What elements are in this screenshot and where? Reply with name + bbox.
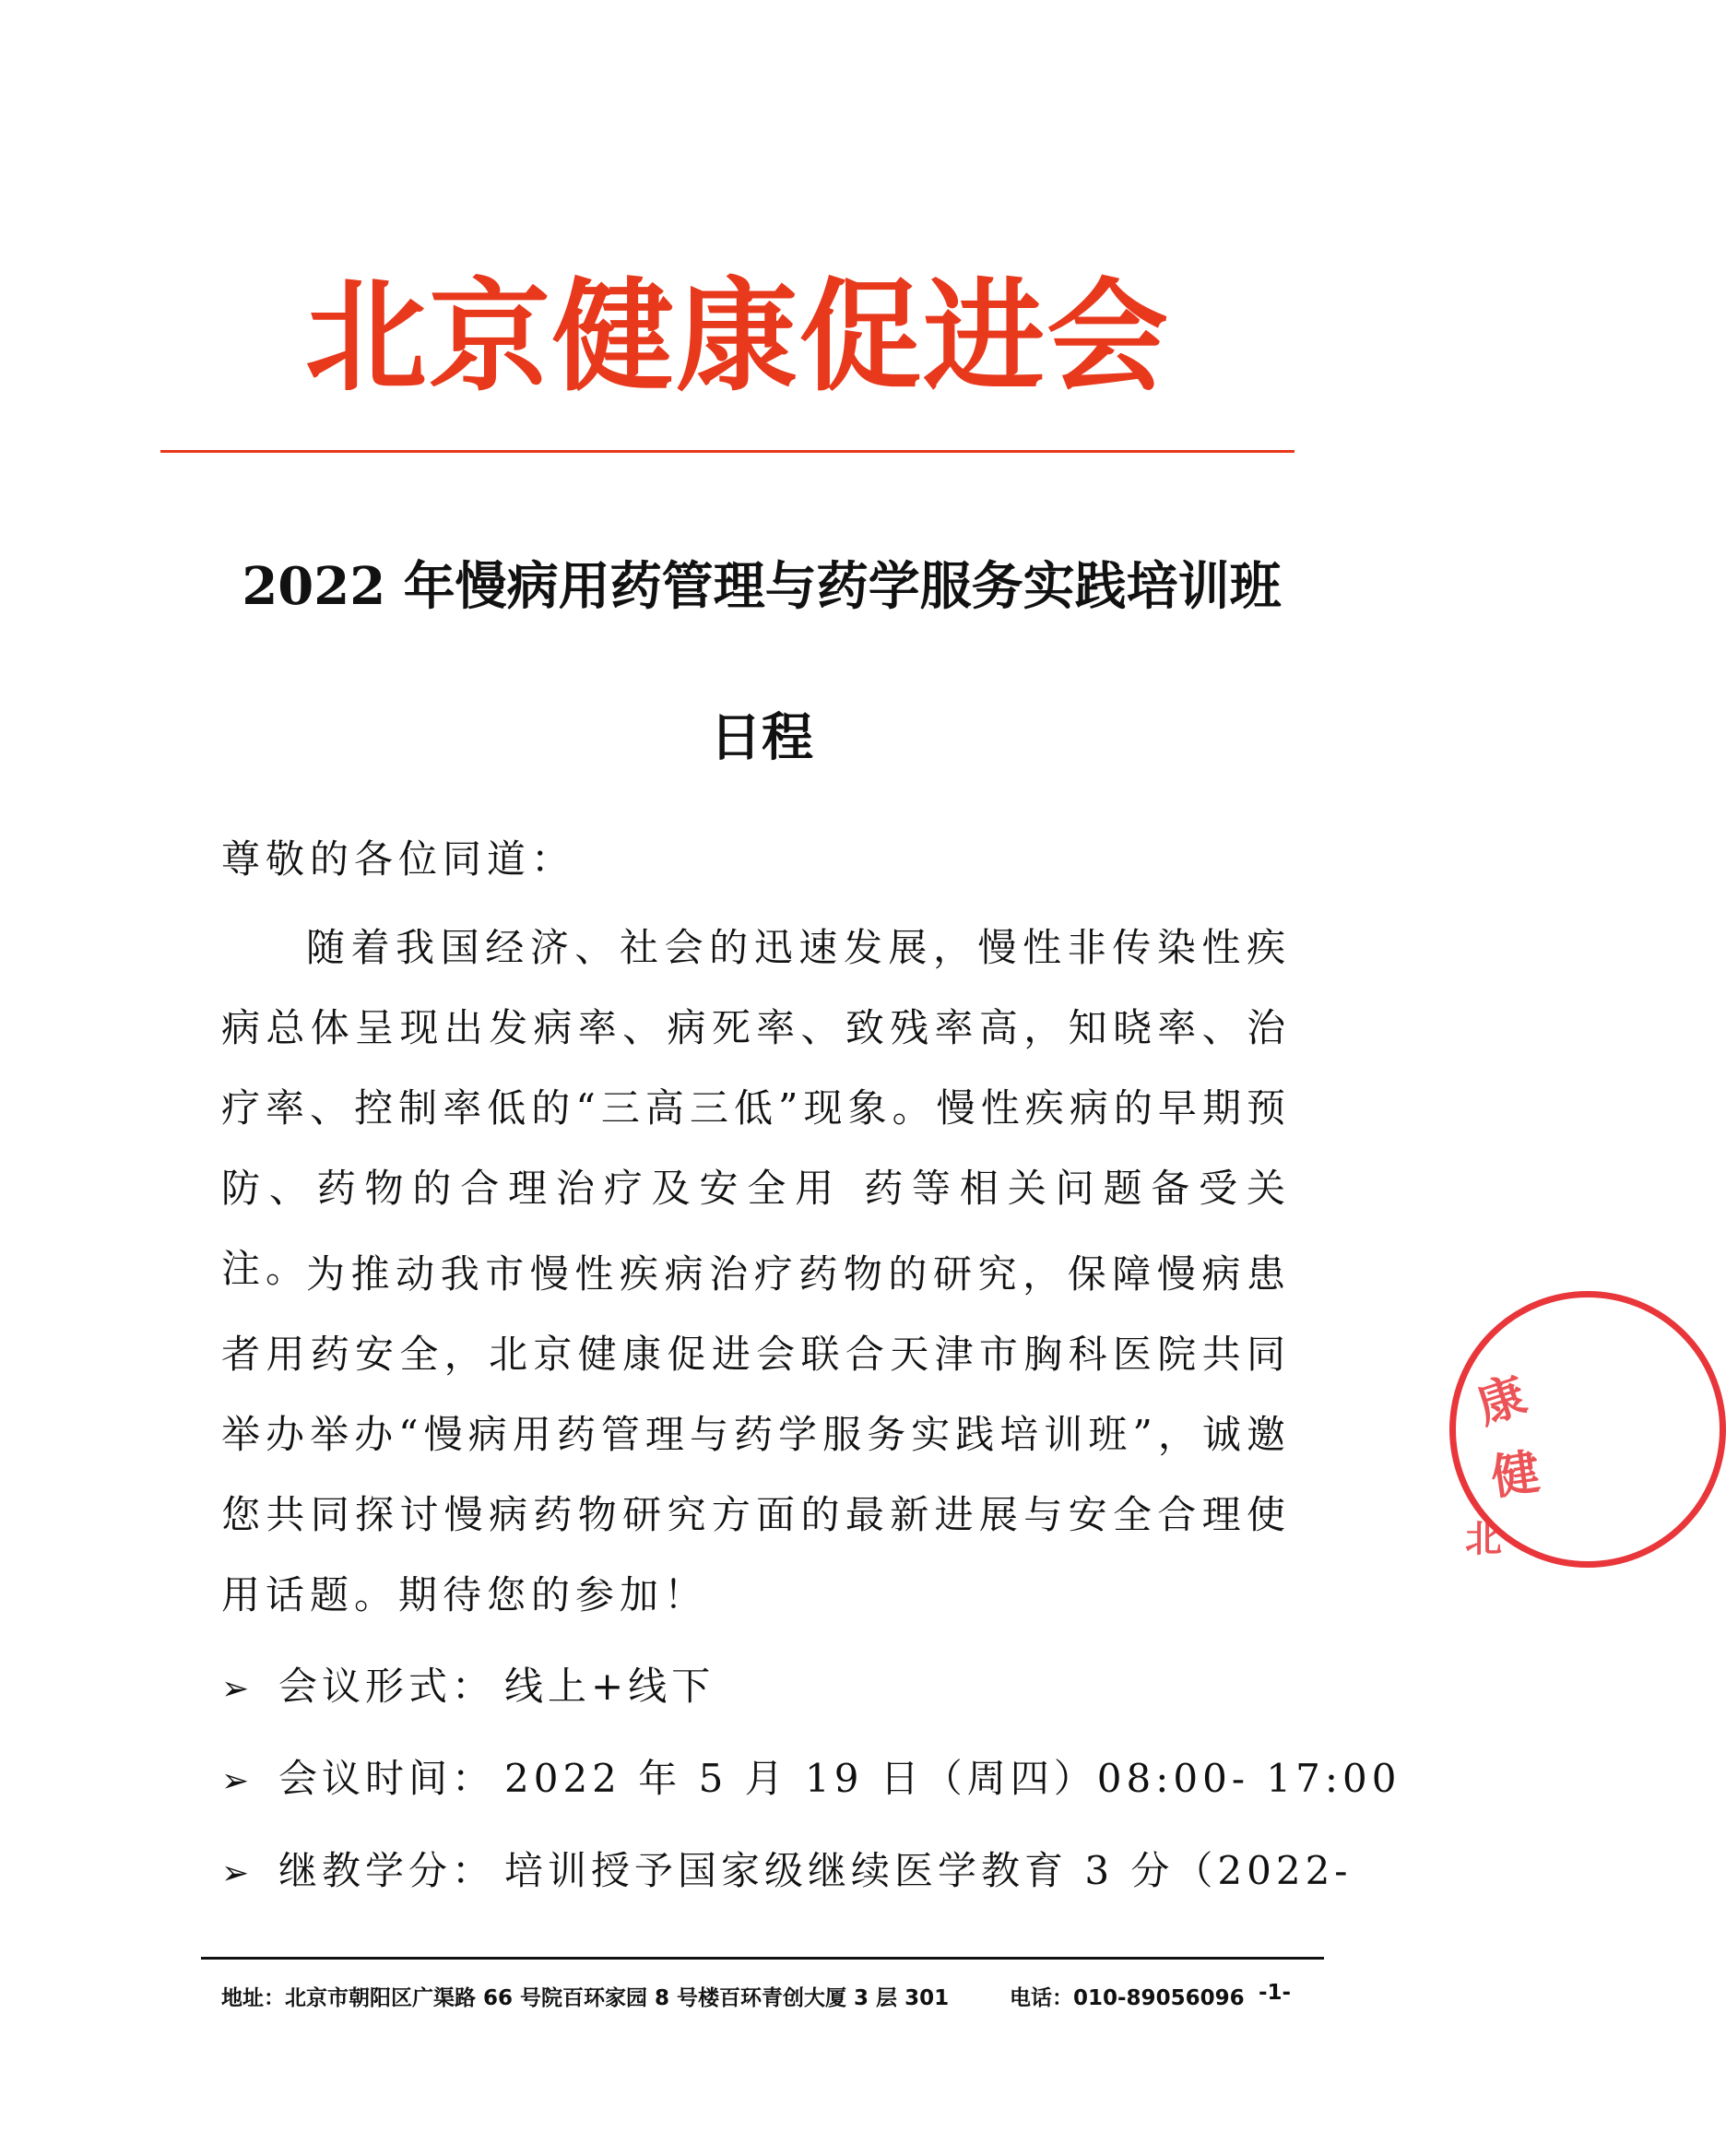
official-seal-stamp [1449, 1291, 1726, 1568]
detail-label: 会议时间： [278, 1756, 496, 1801]
detail-label: 继教学分： [278, 1848, 496, 1893]
arrowhead-bullet-icon: ➢ [221, 1670, 254, 1708]
letterhead-red-rule [160, 450, 1294, 453]
detail-item-format [221, 1664, 1309, 1709]
stamp-char: 健 [1487, 1444, 1543, 1507]
detail-item-credits [221, 1848, 1353, 1893]
body-paragraph-2: 为推动我市慢性疾病治疗药物的研究，保障慢病患者用药安全，北京健康促进会联合天津市胸科医院共同举办举办“慢病用药管理与药学服务实践培训班”，诚邀您共同探讨慢病药物研究方面的最新进展与安全合理使用话题。期待您的参加！ [221, 1251, 1291, 1617]
detail-value: 线上+线下 [504, 1664, 715, 1709]
page-number: -1- [1259, 1981, 1292, 2005]
footer-rule [201, 1957, 1324, 1960]
greeting: 尊敬的各位同道： [221, 836, 576, 882]
stamp-char: 康 [1470, 1368, 1533, 1436]
footer-phone: 电话：010-89056096 [1010, 1986, 1245, 2010]
detail-item-time [221, 1756, 1401, 1801]
detail-value: 2022 年 5 月 19 日（周四）08:00- 17:00 [504, 1756, 1401, 1801]
letterhead-org-name: 北京健康促进会 [305, 267, 1170, 409]
detail-value: 培训授予国家级继续医学教育 3 分（2022- [504, 1848, 1353, 1893]
detail-label: 会议形式： [278, 1664, 496, 1709]
arrowhead-bullet-icon: ➢ [221, 1762, 254, 1800]
stamp-char: 北 [1465, 1518, 1502, 1560]
footer-address: 地址：北京市朝阳区广渠路 66 号院百环家园 8 号楼百环青创大厦 3 层 301 [221, 1986, 950, 2010]
body-paragraph-1: 随着我国经济、社会的迅速发展，慢性非传染性疾病总体呈现出发病率、病死率、致残率高，知晓率、治疗率、控制率低的“三高三低”现象。慢性疾病的早期预防、药物的合理治疗及安全用 药等相关问题备受关注。 [221, 925, 1291, 1291]
arrowhead-bullet-icon: ➢ [221, 1854, 254, 1892]
document-title: 2022 年慢病用药管理与药学服务实践培训班 [242, 556, 1282, 617]
document-subtitle: 日程 [710, 707, 813, 768]
